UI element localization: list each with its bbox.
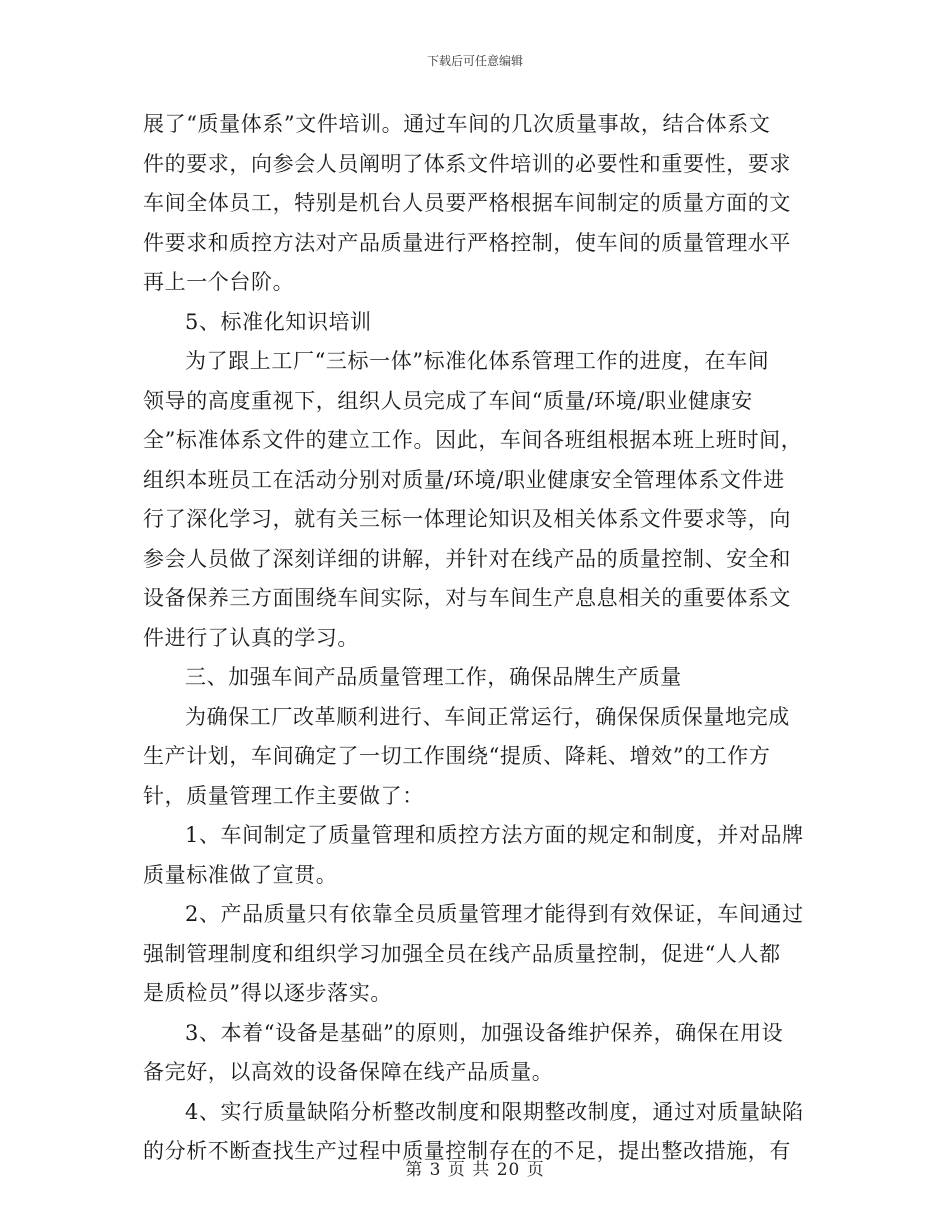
body-line: 件要求和质控方法对产品质量进行严格控制，使车间的质量管理水平 bbox=[143, 230, 791, 255]
body-line: 质量标准做了宣贯。 bbox=[143, 862, 338, 887]
body-line: 件进行了认真的学习。 bbox=[143, 625, 359, 650]
body-line: 生产计划，车间确定了一切工作围绕“提质、降耗、增效”的工作方 bbox=[143, 744, 771, 768]
page-header-note: 下载后可任意编辑 bbox=[426, 54, 523, 68]
body-line: 车间全体员工，特别是机台人员要严格根据车间制定的质量方面的文 bbox=[143, 191, 791, 215]
body-line: 行了深化学习，就有关三标一体理论知识及相关体系文件要求等，向 bbox=[143, 507, 791, 531]
body-line: 参会人员做了深刻详细的讲解，并针对在线产品的质量控制、安全和 bbox=[143, 546, 791, 571]
body-line: 展了“质量体系”文件培训。通过车间的几次质量事故，结合体系文 bbox=[143, 112, 771, 136]
body-line: 全”标准体系文件的建立工作。因此，车间各班组根据本班上班时间， bbox=[143, 428, 803, 452]
body-line: 领导的高度重视下，组织人员完成了车间“质量/环境/职业健康安 bbox=[143, 388, 753, 413]
list-item: 1、车间制定了质量管理和质控方法方面的规定和制度，并对品牌 bbox=[185, 823, 804, 847]
body-line: 设备保养三方面围绕车间实际，对与车间生产息息相关的重要体系文 bbox=[143, 586, 791, 610]
body-line: 件的要求，向参会人员阐明了体系文件培训的必要性和重要性，要求 bbox=[143, 151, 791, 176]
body-line: 强制管理制度和组织学习加强全员在线产品质量控制，促进“人人都 bbox=[143, 941, 781, 966]
body-line: 备完好，以高效的设备保障在线产品质量。 bbox=[143, 1060, 554, 1084]
document-body bbox=[143, 105, 811, 1172]
list-item: 2、产品质量只有依靠全员质量管理才能得到有效保证，车间通过 bbox=[185, 902, 804, 926]
body-line: 是质检员”得以逐步落实。 bbox=[143, 981, 392, 1005]
section-heading: 5、标准化知识培训 bbox=[185, 309, 372, 334]
body-line: 再上一个台阶。 bbox=[143, 270, 295, 294]
list-item: 4、实行质量缺陷分析整改制度和限期整改制度，通过对质量缺陷 bbox=[185, 1099, 804, 1124]
body-line: 针，质量管理工作主要做了： bbox=[143, 783, 424, 808]
body-line: 为了跟上工厂“三标一体”标准化体系管理工作的进度，在车间 bbox=[185, 349, 770, 373]
body-line: 为确保工厂改革顺利进行、车间正常运行，确保保质保量地完成 bbox=[185, 704, 790, 729]
body-line: 组织本班员工在活动分别对质量/环境/职业健康安全管理体系文件进 bbox=[143, 467, 785, 492]
list-item: 3、本着“设备是基础”的原则，加强设备维护保养，确保在用设 bbox=[185, 1020, 784, 1045]
page-number-footer: 第 3 页 共 20 页 bbox=[405, 1160, 545, 1180]
section-heading: 三、加强车间产品质量管理工作，确保品牌生产质量 bbox=[185, 665, 682, 689]
body-line: 的分析不断查找生产过程中质量控制存在的不足，提出整改措施，有 bbox=[143, 1139, 791, 1163]
